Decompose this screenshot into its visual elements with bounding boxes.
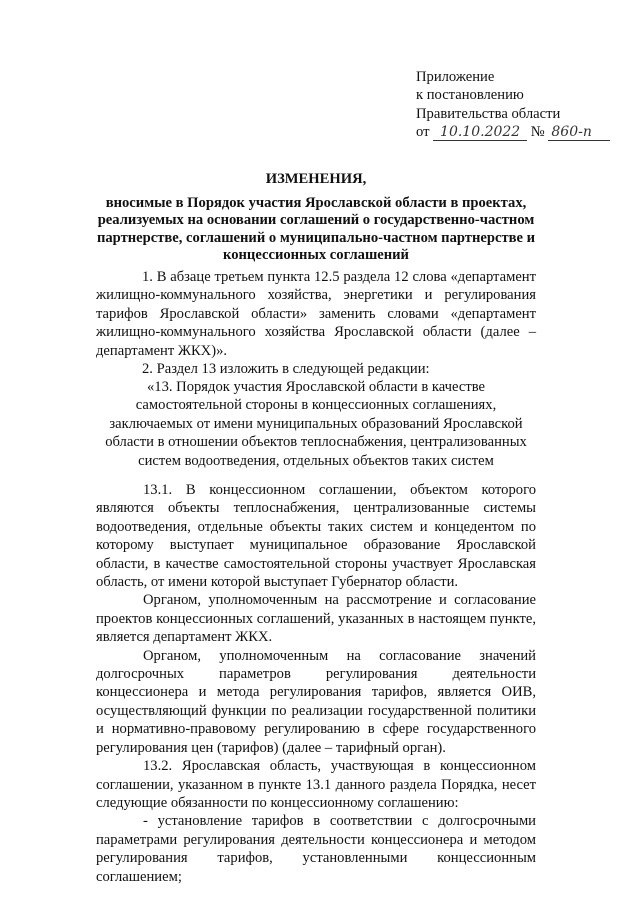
appendix-date-line xyxy=(416,123,610,141)
number-label: № xyxy=(530,124,545,141)
clause-13-2: 13.2. Ярославская область, участвующая в концессионном соглашении, указанном в пункте 13.1 данного раздела Порядка, несет следующие обязанности по концессионному соглашению: xyxy=(96,758,536,811)
heading-subtitle: вносимые в Порядок участия Ярославской области в проектах, реализуемых на основании соглашений о государственно-частном партнерстве, соглашений о муниципально-частном партнерстве и концессионных соглашений xyxy=(96,194,536,264)
clause-13-1-organ-tariff: Органом, уполномоченным на согласование значений долгосрочных параметров регулирования деятельности концессионера и метода регулирования тарифов, является ОИВ, осуществляющий функции по реализации государственной политики и нормативно-правовому регулированию в сфере государственного регулирования цен (тарифов) (далее – тарифный орган). xyxy=(96,647,536,756)
from-label: от xyxy=(416,124,430,141)
clause-13-1-organ-review: Органом, уполномоченным на рассмотрение и согласование проектов концессионных соглашений, указанных в настоящем пункте, является департамент ЖКХ. xyxy=(96,592,536,646)
document-heading xyxy=(96,171,536,265)
section-13-body xyxy=(96,481,536,886)
section-13-title: «13. Порядок участия Ярославской области в качестве самостоятельной стороны в концессионных соглашениях, заключаемых от имени муниципальных образований Ярославской области в отношении объектов теплоснабжения, централизованных систем водоотведения, отдельных объектов таких систем xyxy=(105,379,527,469)
appendix-line-2: к постановлению xyxy=(416,87,524,104)
item-2: 2. Раздел 13 изложить в следующей редакции: xyxy=(142,361,430,378)
appendix-block xyxy=(416,68,610,142)
appendix-line-3: Правительства области xyxy=(416,105,561,122)
handwritten-number: 860-п xyxy=(548,125,610,141)
clause-13-2-bullet-1: - установление тарифов в соответствии с долгосрочными параметрами регулирования деятельности концессионера и методом регулирования тарифов, установленными концессионным соглашением; xyxy=(96,813,536,885)
handwritten-date: 10.10.2022 xyxy=(433,125,527,141)
heading-title: ИЗМЕНЕНИЯ, xyxy=(265,171,367,187)
clause-13-1: 13.1. В концессионном соглашении, объектом которого являются объекты теплоснабжения, централизованные системы водоотведения, отдельные объекты таких систем и концедентом по которому выступает муниципальное образование Ярославской области, в качестве самостоятельной стороны участвует Ярославская область, от имени которой выступает Губернатор области. xyxy=(96,482,536,591)
item-1: 1. В абзаце третьем пункта 12.5 раздела 12 слова «департамент жилищно-коммунального хозяйства, энергетики и регулирования тарифов Ярославской области» заменить словами «департамент жилищно-коммунального хозяйства Ярославской области (далее – департамент ЖКХ)». xyxy=(96,269,536,359)
appendix-line-1: Приложение xyxy=(416,69,495,85)
amendment-items xyxy=(96,268,536,378)
